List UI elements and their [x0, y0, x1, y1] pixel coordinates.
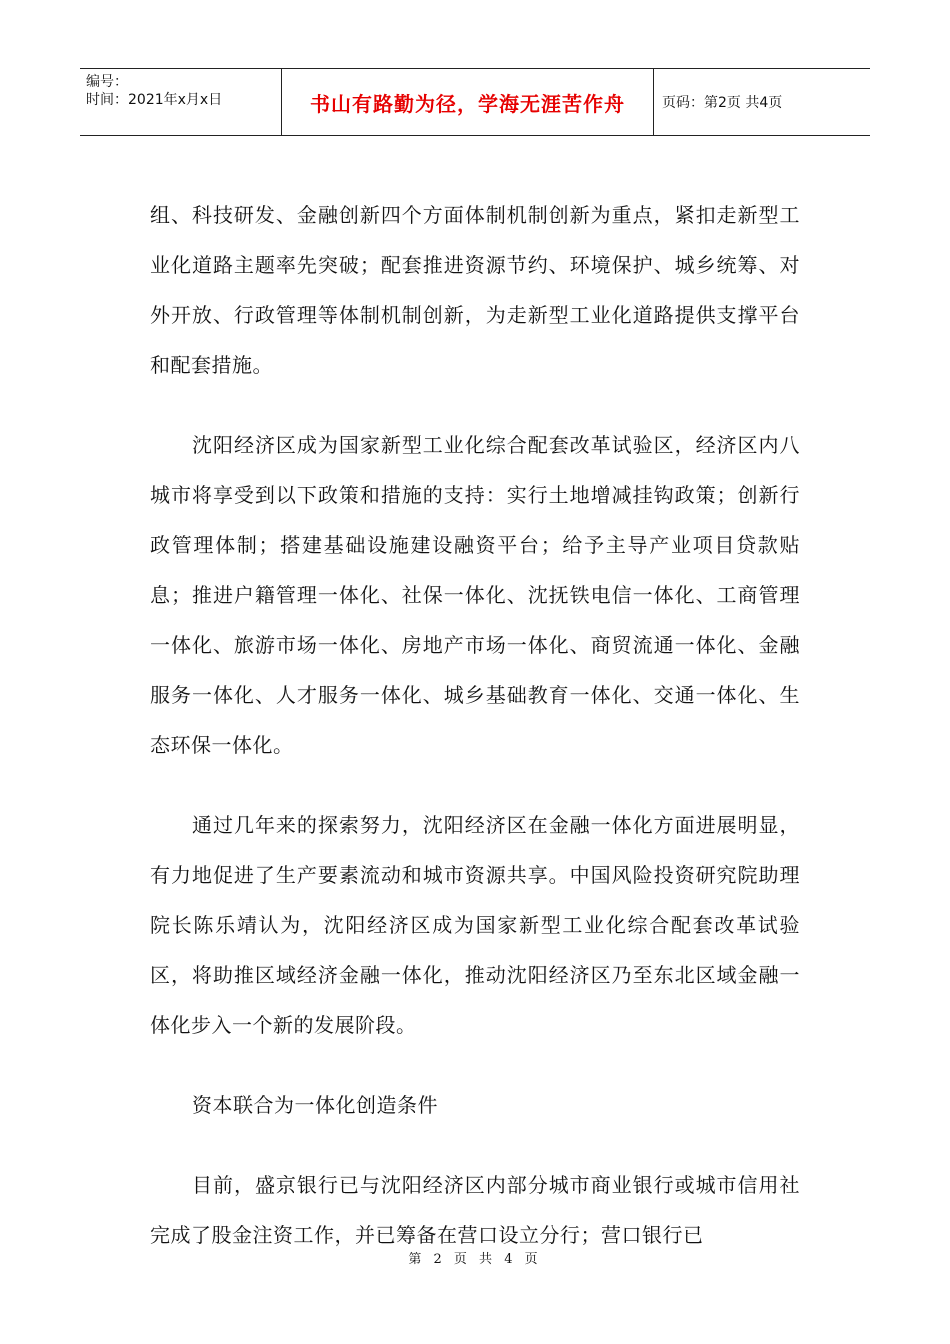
paragraph-4: 目前，盛京银行已与沈阳经济区内部分城市商业银行或城市信用社完成了股金注资工作，并已筹备在营口设立分行；营口银行已 [150, 1173, 800, 1247]
header-page-info: 页码：第2页 共4页 [662, 95, 783, 111]
paragraph-3: 通过几年来的探索努力，沈阳经济区在金融一体化方面进展明显，有力地促进了生产要素流动和城市资源共享。中国风险投资研究院助理院长陈乐靖认为，沈阳经济区成为国家新型工业化综合配套改革试验区，将助推区域经济金融一体化，推动沈阳经济区乃至东北区域金融一体化步入一个新的发展阶段。 [150, 813, 800, 1037]
document-header [80, 68, 870, 136]
header-motto: 书山有路勤为径，学海无涯苦作舟 [282, 69, 654, 135]
header-time: 时间：2021年x月x日 [86, 92, 223, 108]
document-body [150, 190, 800, 1260]
paragraph-2: 沈阳经济区成为国家新型工业化综合配套改革试验区，经济区内八城市将享受到以下政策和措施的支持：实行土地增减挂钩政策；创新行政管理体制；搭建基础设施建设融资平台；给予主导产业项目贷款贴息；推进户籍管理一体化、社保一体化、沈抚铁电信一体化、工商管理一体化、旅游市场一体化、房地产市场一体化、商贸流通一体化、金融服务一体化、人才服务一体化、城乡基础教育一体化、交通一体化、生态环保一体化。 [150, 433, 800, 757]
paragraph-1: 组、科技研发、金融创新四个方面体制机制创新为重点，紧扣走新型工业化道路主题率先突破；配套推进资源节约、环境保护、城乡统筹、对外开放、行政管理等体制机制创新，为走新型工业化道路提供支撑平台和配套措施。 [150, 203, 800, 377]
page-footer: 第 2 页 共 4 页 [408, 1252, 542, 1267]
header-meta [80, 69, 282, 135]
header-number: 编号： [86, 74, 128, 90]
section-heading: 资本联合为一体化创造条件 [192, 1093, 438, 1117]
